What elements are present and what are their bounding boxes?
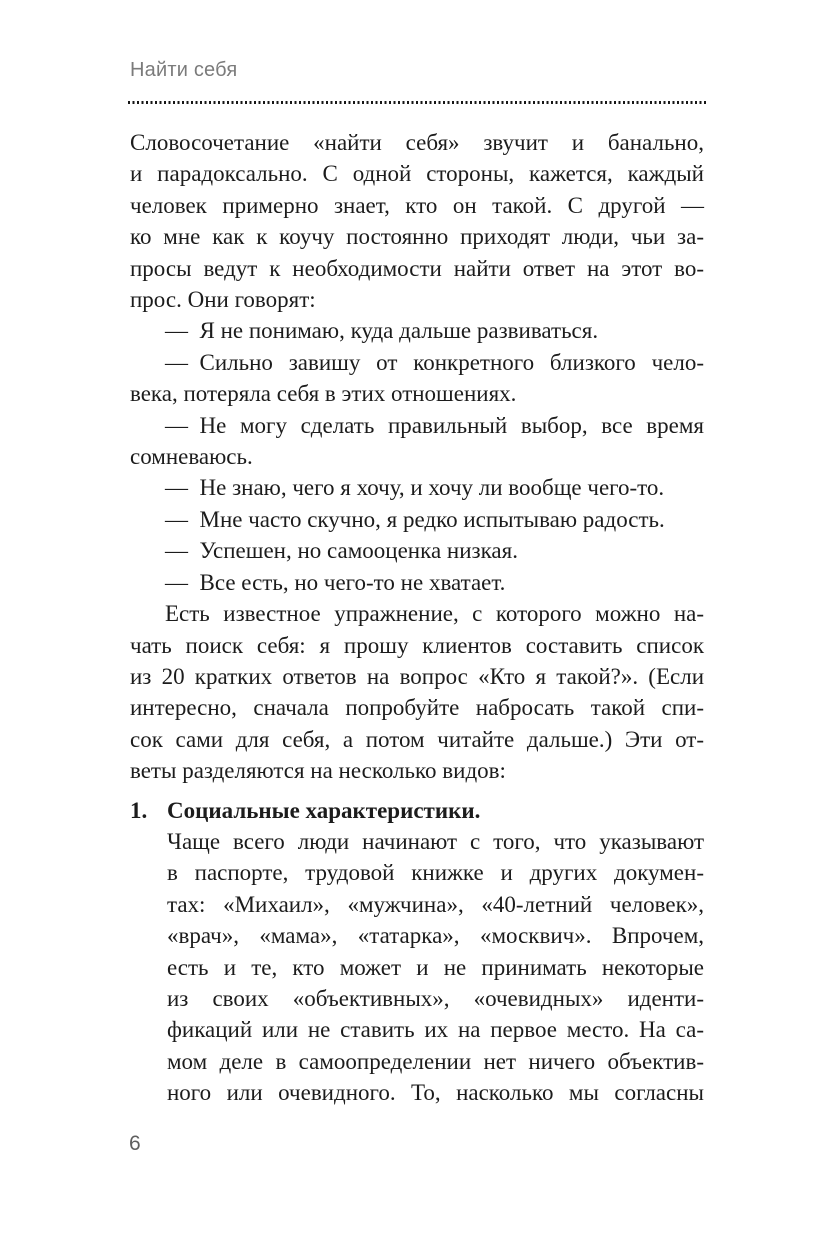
- page-number: 6: [129, 1132, 141, 1155]
- text-line: — Успешен, но самооценка низкая.: [165, 538, 518, 564]
- paragraph: [130, 598, 704, 786]
- paragraph: [130, 567, 704, 598]
- text-line: Есть известное упражнение, с которого можно на-: [165, 601, 704, 627]
- text-line: в паспорте, трудовой книжке и других докумен-: [167, 860, 704, 886]
- text-line: веты разделяются на несколько видов:: [130, 758, 506, 784]
- paragraph: [130, 472, 704, 503]
- text-line: из 20 кратких ответов на вопрос «Кто я такой?». (Если: [130, 663, 704, 689]
- list-item: [130, 795, 704, 1109]
- text-line: интересно, сначала попробуйте набросать такой спи-: [130, 695, 704, 721]
- text-line: есть и те, кто может и не принимать некоторые: [167, 954, 704, 980]
- text-line: из своих «объективных», «очевидных» иденти-: [167, 985, 704, 1011]
- paragraph: [130, 347, 704, 410]
- text-line: — Не могу сделать правильный выбор, все время: [165, 412, 704, 438]
- text-line: Словосочетание «найти себя» звучит и банально,: [130, 130, 704, 155]
- text-line: «врач», «мама», «татарка», «москвич». Впрочем,: [167, 923, 704, 949]
- text-line: тах: «Михаил», «мужчина», «40-летний человек»,: [167, 891, 704, 917]
- text-line: мом деле в самоопределении нет ничего объектив-: [167, 1048, 704, 1074]
- running-header: Найти себя: [130, 59, 238, 81]
- text-line: фикаций или не ставить их на первое место. На са-: [167, 1017, 704, 1043]
- header-divider-rule: [128, 101, 706, 104]
- paragraph: [130, 315, 704, 346]
- text-line: — Я не понимаю, куда дальше развиваться.: [165, 318, 599, 344]
- text-line: — Сильно завишу от конкретного близкого чело-: [165, 349, 704, 375]
- text-line: — Не знаю, чего я хочу, и хочу ли вообще чего-то.: [165, 475, 665, 501]
- text-line: просы ведут к необходимости найти ответ на этот во-: [130, 255, 704, 281]
- text-line: сок сами для себя, а потом читайте дальше.) Эти от-: [130, 726, 704, 752]
- text-line: сомневаюсь.: [130, 444, 253, 470]
- paragraph: [130, 410, 704, 473]
- text-line: — Мне часто скучно, я редко испытываю радость.: [165, 506, 665, 532]
- text-line: ко мне как к коучу постоянно приходят люди, чьи за-: [130, 224, 704, 250]
- text-line: века, потеряла себя в этих отношениях.: [130, 381, 517, 407]
- list-item-number: 1.: [130, 797, 148, 823]
- text-line: человек примерно знает, кто он такой. С другой —: [130, 192, 704, 218]
- paragraph: [130, 127, 704, 315]
- paragraph: [130, 535, 704, 566]
- text-line: ного или очевидного. То, насколько мы согласны: [167, 1080, 704, 1106]
- paragraph: [130, 504, 704, 535]
- text-line: Чаще всего люди начинают с того, что указывают: [167, 828, 704, 854]
- text-line: прос. Они говорят:: [130, 287, 316, 313]
- text-line: и парадоксально. С одной стороны, кажется, каждый: [130, 161, 704, 187]
- text-line: — Все есть, но чего-то не хватает.: [165, 569, 506, 595]
- list-item-title: Социальные характеристики.: [167, 797, 481, 823]
- page-body-text: [130, 127, 704, 1109]
- text-line: чать поиск себя: я прошу клиентов составить список: [130, 632, 704, 658]
